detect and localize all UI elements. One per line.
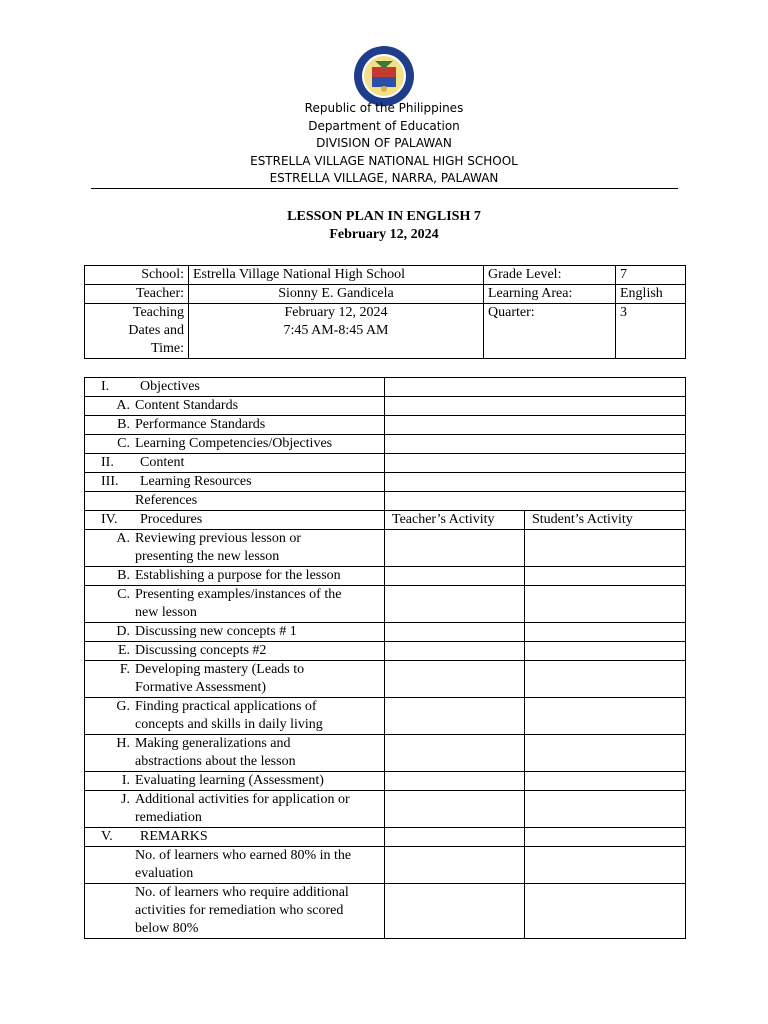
plan-row xyxy=(85,698,686,735)
teacher-activity-cell xyxy=(385,698,525,735)
info-row-school xyxy=(85,266,686,285)
teacher-label: Teacher: xyxy=(85,285,189,304)
teacher-activity-cell xyxy=(385,847,525,884)
teacher-activity-cell xyxy=(385,530,525,567)
plan-item-cell xyxy=(85,586,385,623)
student-activity-cell xyxy=(525,586,686,623)
plan-item-number: V. xyxy=(101,829,113,844)
plan-table-body xyxy=(85,378,686,939)
plan-item-line: abstractions about the lesson xyxy=(135,754,296,769)
teacher-activity-cell xyxy=(385,642,525,661)
plan-item-cell xyxy=(85,828,385,847)
plan-row xyxy=(85,735,686,772)
plan-row xyxy=(85,397,686,416)
plan-item-line: Reviewing previous lesson or xyxy=(135,531,302,546)
student-activity-cell xyxy=(525,642,686,661)
plan-item-number: H. xyxy=(116,736,130,751)
plan-item-line: concepts and skills in daily living xyxy=(135,717,323,732)
student-activity-cell xyxy=(525,828,686,847)
plan-item-text xyxy=(135,661,384,697)
plan-item-line: Content Standards xyxy=(135,398,239,413)
plan-item-number: B. xyxy=(117,568,130,583)
plan-row xyxy=(85,378,686,397)
plan-item-number xyxy=(85,492,135,510)
dates-label-line: Time: xyxy=(151,341,184,356)
plan-item-cell xyxy=(85,511,385,530)
plan-item xyxy=(85,397,384,415)
plan-item-line: Content xyxy=(140,455,185,470)
plan-item-cell xyxy=(85,698,385,735)
plan-item-number: D. xyxy=(116,624,130,639)
title-line: LESSON PLAN IN ENGLISH 7 xyxy=(287,209,481,224)
grade-label: Grade Level: xyxy=(484,266,616,285)
plan-item-line: Formative Assessment) xyxy=(135,680,267,695)
student-activity-cell xyxy=(525,735,686,772)
plan-item-number: III. xyxy=(101,474,119,489)
plan-item xyxy=(85,698,384,734)
teacher-activity-cell xyxy=(385,586,525,623)
area-label: Learning Area: xyxy=(484,285,616,304)
plan-item-cell xyxy=(85,847,385,884)
teacher-activity-cell xyxy=(385,567,525,586)
plan-item-text xyxy=(135,416,384,434)
quarter-value: 3 xyxy=(616,304,686,359)
dates-value-date: February 12, 2024 xyxy=(284,305,388,320)
plan-item-cell xyxy=(85,530,385,567)
plan-item-cell xyxy=(85,884,385,939)
plan-item-text xyxy=(135,791,384,827)
teacher-value: Sionny E. Gandicela xyxy=(189,285,484,304)
grade-value: 7 xyxy=(616,266,686,285)
plan-item xyxy=(85,567,384,585)
lesson-plan-table xyxy=(84,377,686,939)
teacher-activity-cell xyxy=(385,828,525,847)
plan-item-cell xyxy=(85,642,385,661)
student-activity-cell xyxy=(525,772,686,791)
plan-item-cell xyxy=(85,791,385,828)
plan-item-text xyxy=(135,567,384,585)
letterhead-line: Department of Education xyxy=(308,118,460,133)
plan-item-line: Presenting examples/instances of the xyxy=(135,587,342,602)
plan-row xyxy=(85,435,686,454)
plan-item-number: J. xyxy=(121,792,130,807)
plan-item xyxy=(85,772,384,790)
student-activity-cell xyxy=(525,884,686,939)
plan-row xyxy=(85,791,686,828)
plan-item-line: Procedures xyxy=(140,512,203,527)
plan-item-cell xyxy=(85,567,385,586)
plan-item xyxy=(85,435,384,453)
plan-item xyxy=(85,884,384,938)
plan-row xyxy=(85,511,686,530)
dates-value xyxy=(189,304,484,359)
plan-item-line: Evaluating learning (Assessment) xyxy=(135,773,324,788)
plan-item-cell xyxy=(85,623,385,642)
plan-item-number: C. xyxy=(117,436,130,451)
plan-blank-cell xyxy=(385,454,686,473)
plan-item xyxy=(85,473,384,491)
plan-item-line: REMARKS xyxy=(140,829,208,844)
plan-item-number: A. xyxy=(116,531,130,546)
plan-item-number: II. xyxy=(101,455,114,470)
title-date: February 12, 2024 xyxy=(329,227,439,242)
plan-row xyxy=(85,454,686,473)
plan-item-line: Learning Competencies/Objectives xyxy=(135,436,333,451)
plan-item-text xyxy=(140,473,384,491)
plan-item-cell xyxy=(85,397,385,416)
teacher-activity-cell xyxy=(385,623,525,642)
plan-row xyxy=(85,828,686,847)
student-activity-cell xyxy=(525,661,686,698)
plan-item xyxy=(85,642,384,660)
plan-item-number xyxy=(85,847,135,883)
plan-item-text xyxy=(135,884,384,938)
plan-item-line: Additional activities for application or xyxy=(135,792,350,807)
plan-item-line: remediation xyxy=(135,810,202,825)
plan-item-number: B. xyxy=(117,417,130,432)
plan-item-line: No. of learners who require additional xyxy=(135,885,349,900)
plan-row xyxy=(85,623,686,642)
plan-row xyxy=(85,567,686,586)
plan-item-text xyxy=(135,492,384,510)
student-activity-header: Student’s Activity xyxy=(525,511,686,530)
plan-row xyxy=(85,530,686,567)
plan-item-number xyxy=(85,884,135,938)
plan-row xyxy=(85,473,686,492)
plan-item xyxy=(85,828,384,846)
plan-item-text xyxy=(135,435,384,453)
student-activity-cell xyxy=(525,567,686,586)
teacher-activity-cell xyxy=(385,735,525,772)
plan-item-line: new lesson xyxy=(135,605,197,620)
plan-blank-cell xyxy=(385,473,686,492)
area-value: English xyxy=(616,285,686,304)
letterhead-line: ESTRELLA VILLAGE NATIONAL HIGH SCHOOL xyxy=(250,153,518,168)
plan-item-text xyxy=(135,623,384,641)
letterhead xyxy=(0,100,768,188)
plan-blank-cell xyxy=(385,397,686,416)
plan-row xyxy=(85,586,686,623)
plan-item xyxy=(85,416,384,434)
document-title xyxy=(0,208,768,244)
plan-item-line: below 80% xyxy=(135,921,199,936)
plan-item xyxy=(85,735,384,771)
letterhead-line: DIVISION OF PALAWAN xyxy=(316,136,452,151)
dates-value-time: 7:45 AM-8:45 AM xyxy=(283,323,389,338)
plan-item xyxy=(85,661,384,697)
teacher-activity-cell xyxy=(385,772,525,791)
plan-row xyxy=(85,772,686,791)
plan-blank-cell xyxy=(385,492,686,511)
plan-item-text xyxy=(135,530,384,566)
lesson-info-table xyxy=(84,265,686,359)
plan-item-number: A. xyxy=(116,398,130,413)
plan-blank-cell xyxy=(385,378,686,397)
plan-item xyxy=(85,791,384,827)
info-row-dates xyxy=(85,304,686,359)
plan-item-line: Establishing a purpose for the lesson xyxy=(135,568,341,583)
header-divider xyxy=(91,188,678,189)
dates-label-line: Dates and xyxy=(128,323,184,338)
plan-item-number: G. xyxy=(116,699,130,714)
plan-item xyxy=(85,454,384,472)
plan-item-number: I. xyxy=(101,379,110,394)
dates-label xyxy=(85,304,189,359)
plan-item-cell xyxy=(85,473,385,492)
plan-item-text xyxy=(140,828,384,846)
quarter-label: Quarter: xyxy=(484,304,616,359)
plan-item-text xyxy=(135,735,384,771)
plan-item-cell xyxy=(85,661,385,698)
plan-item-number: F. xyxy=(119,662,130,677)
plan-item-line: Finding practical applications of xyxy=(135,699,317,714)
teacher-activity-cell xyxy=(385,884,525,939)
plan-item-line: Discussing new concepts # 1 xyxy=(135,624,297,639)
teacher-activity-header: Teacher’s Activity xyxy=(385,511,525,530)
plan-blank-cell xyxy=(385,435,686,454)
plan-item-text xyxy=(135,772,384,790)
deped-seal-logo xyxy=(353,45,415,107)
dates-label-line: Teaching xyxy=(132,305,184,320)
plan-item-text xyxy=(140,378,384,396)
plan-row xyxy=(85,847,686,884)
plan-item-text xyxy=(135,642,384,660)
plan-row xyxy=(85,661,686,698)
student-activity-cell xyxy=(525,847,686,884)
school-value: Estrella Village National High School xyxy=(189,266,484,285)
plan-item-cell xyxy=(85,735,385,772)
plan-item-line: References xyxy=(135,493,198,508)
plan-item-text xyxy=(140,511,384,529)
teacher-activity-cell xyxy=(385,791,525,828)
plan-item-text xyxy=(140,454,384,472)
plan-item-number: IV. xyxy=(101,512,118,527)
plan-item-line: Making generalizations and xyxy=(135,736,291,751)
plan-item xyxy=(85,511,384,529)
plan-item xyxy=(85,586,384,622)
plan-item-number: E. xyxy=(117,643,130,658)
plan-row xyxy=(85,884,686,939)
letterhead-line: ESTRELLA VILLAGE, NARRA, PALAWAN xyxy=(269,171,499,186)
plan-item-number: I. xyxy=(121,773,130,788)
plan-item xyxy=(85,378,384,396)
school-label: School: xyxy=(85,266,189,285)
plan-item-cell xyxy=(85,492,385,511)
student-activity-cell xyxy=(525,698,686,735)
plan-item-cell xyxy=(85,772,385,791)
info-row-teacher xyxy=(85,285,686,304)
teacher-activity-cell xyxy=(385,661,525,698)
student-activity-cell xyxy=(525,530,686,567)
plan-item-cell xyxy=(85,378,385,397)
plan-item-line: presenting the new lesson xyxy=(135,549,280,564)
plan-item xyxy=(85,623,384,641)
plan-item-number: C. xyxy=(117,587,130,602)
plan-item-text xyxy=(135,586,384,622)
plan-row xyxy=(85,416,686,435)
plan-row xyxy=(85,642,686,661)
letterhead-line: Republic of the Philippines xyxy=(304,101,464,115)
plan-item-cell xyxy=(85,435,385,454)
plan-item-text xyxy=(135,397,384,415)
plan-item-line: No. of learners who earned 80% in the xyxy=(135,848,352,863)
plan-row xyxy=(85,492,686,511)
plan-item-line: Discussing concepts #2 xyxy=(135,643,267,658)
plan-item-text xyxy=(135,698,384,734)
plan-item xyxy=(85,847,384,883)
student-activity-cell xyxy=(525,791,686,828)
plan-item xyxy=(85,530,384,566)
plan-blank-cell xyxy=(385,416,686,435)
plan-item-text xyxy=(135,847,384,883)
plan-item-line: Objectives xyxy=(140,379,200,394)
plan-item-cell xyxy=(85,416,385,435)
plan-item xyxy=(85,492,384,510)
plan-item-line: Developing mastery (Leads to xyxy=(135,662,305,677)
plan-item-line: activities for remediation who scored xyxy=(135,903,344,918)
plan-item-line: Learning Resources xyxy=(140,474,252,489)
plan-item-cell xyxy=(85,454,385,473)
student-activity-cell xyxy=(525,623,686,642)
plan-item-line: Performance Standards xyxy=(135,417,266,432)
plan-item-line: evaluation xyxy=(135,866,194,881)
